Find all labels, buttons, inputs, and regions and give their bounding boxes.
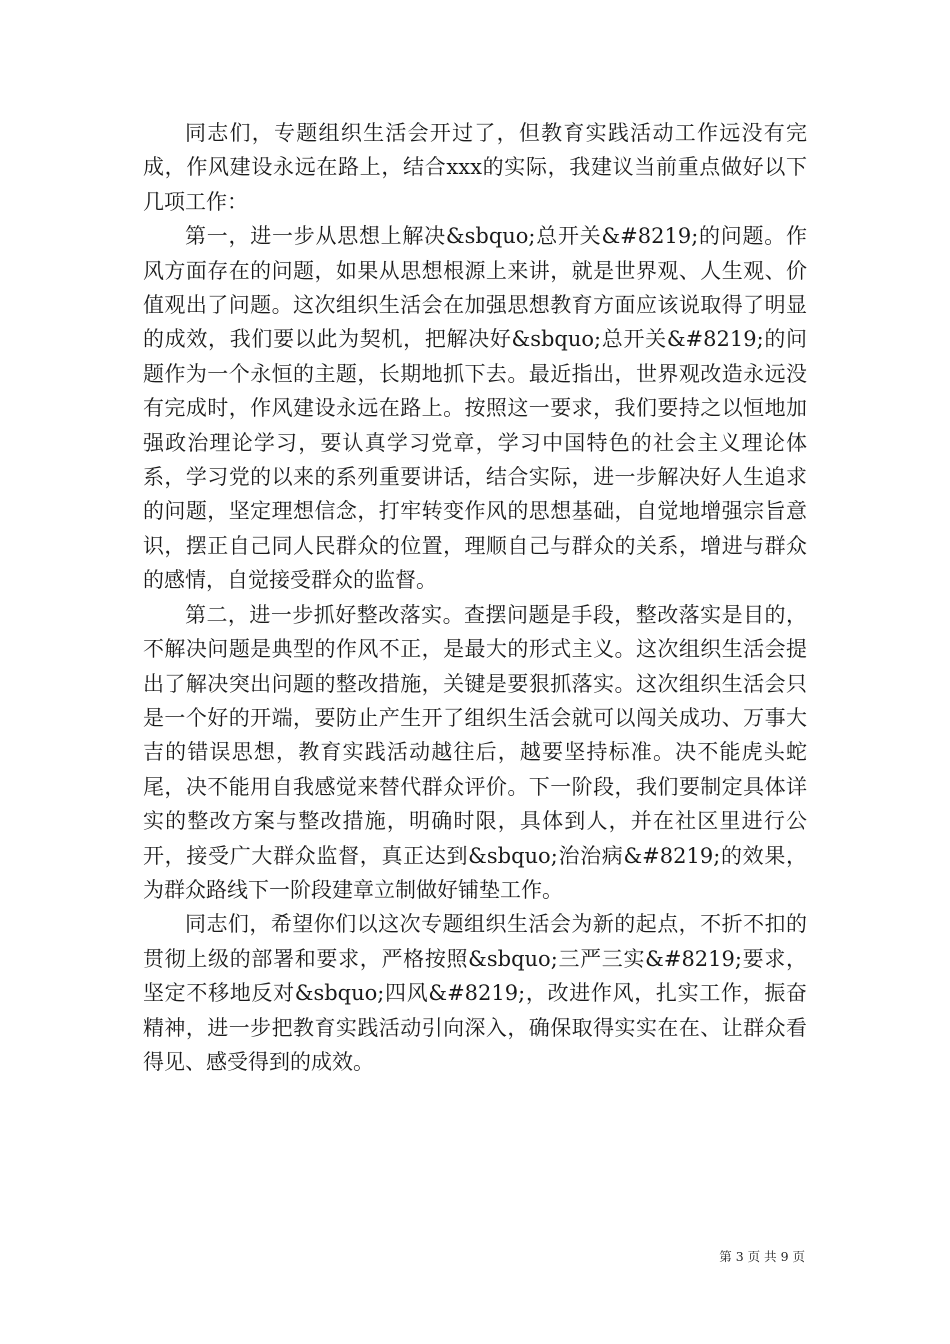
paragraph-point-one: 第一，进一步从思想上解决&sbquo;总开关&#8219;的问题。作风方面存在的问题，如果从思想根源上来讲，就是世界观、人生观、价值观出了问题。这次组织生活会在加强思想教育方面应该说取得了明显的成效，我们要以此为契机，把解决好&sbquo;总开关&#8219;的问题作为一个永恒的主题，长期地抓下去。最近指出，世界观改造永远没有完成时，作风建设永远在路上。按照这一要求，我们要持之以恒地加强政治理论学习，要认真学习党章，学习中国特色的社会主义理论体系，学习党的以来的系列重要讲话，结合实际，进一步解决好人生追求的问题，坚定理想信念，打牢转变作风的思想基础，自觉地增强宗旨意识，摆正自己同人民群众的位置，理顺自己与群众的关系，增进与群众的感情，自觉接受群众的监督。	[143, 224, 807, 593]
document-body	[143, 116, 807, 1079]
paragraph-intro: 同志们，专题组织生活会开过了，但教育实践活动工作远没有完成，作风建设永远在路上，结合xxx的实际，我建议当前重点做好以下几项工作：	[143, 121, 807, 214]
paragraph-closing: 同志们，希望你们以这次专题组织生活会为新的起点，不折不扣的贯彻上级的部署和要求，严格按照&sbquo;三严三实&#8219;要求，坚定不移地反对&sbquo;四风&#8219;，改进作风，扎实工作，振奋精神，进一步把教育实践活动引向深入，确保取得实实在在、让群众看得见、感受得到的成效。	[143, 912, 807, 1074]
paragraph-point-two: 第二，进一步抓好整改落实。查摆问题是手段，整改落实是目的，不解决问题是典型的作风不正，是最大的形式主义。这次组织生活会提出了解决突出问题的整改措施，关键是要狠抓落实。这次组织生活会只是一个好的开端，要防止产生开了组织生活会就可以闯关成功、万事大吉的错误思想，教育实践活动越往后，越要坚持标准。决不能虎头蛇尾，决不能用自我感觉来替代群众评价。下一阶段，我们要制定具体详实的整改方案与整改措施，明确时限，具体到人，并在社区里进行公开，接受广大群众监督，真正达到&sbquo;治治病&#8219;的效果，为群众路线下一阶段建章立制做好铺垫工作。	[143, 602, 807, 902]
page-number: 第 3 页 共 9 页	[719, 1249, 805, 1264]
